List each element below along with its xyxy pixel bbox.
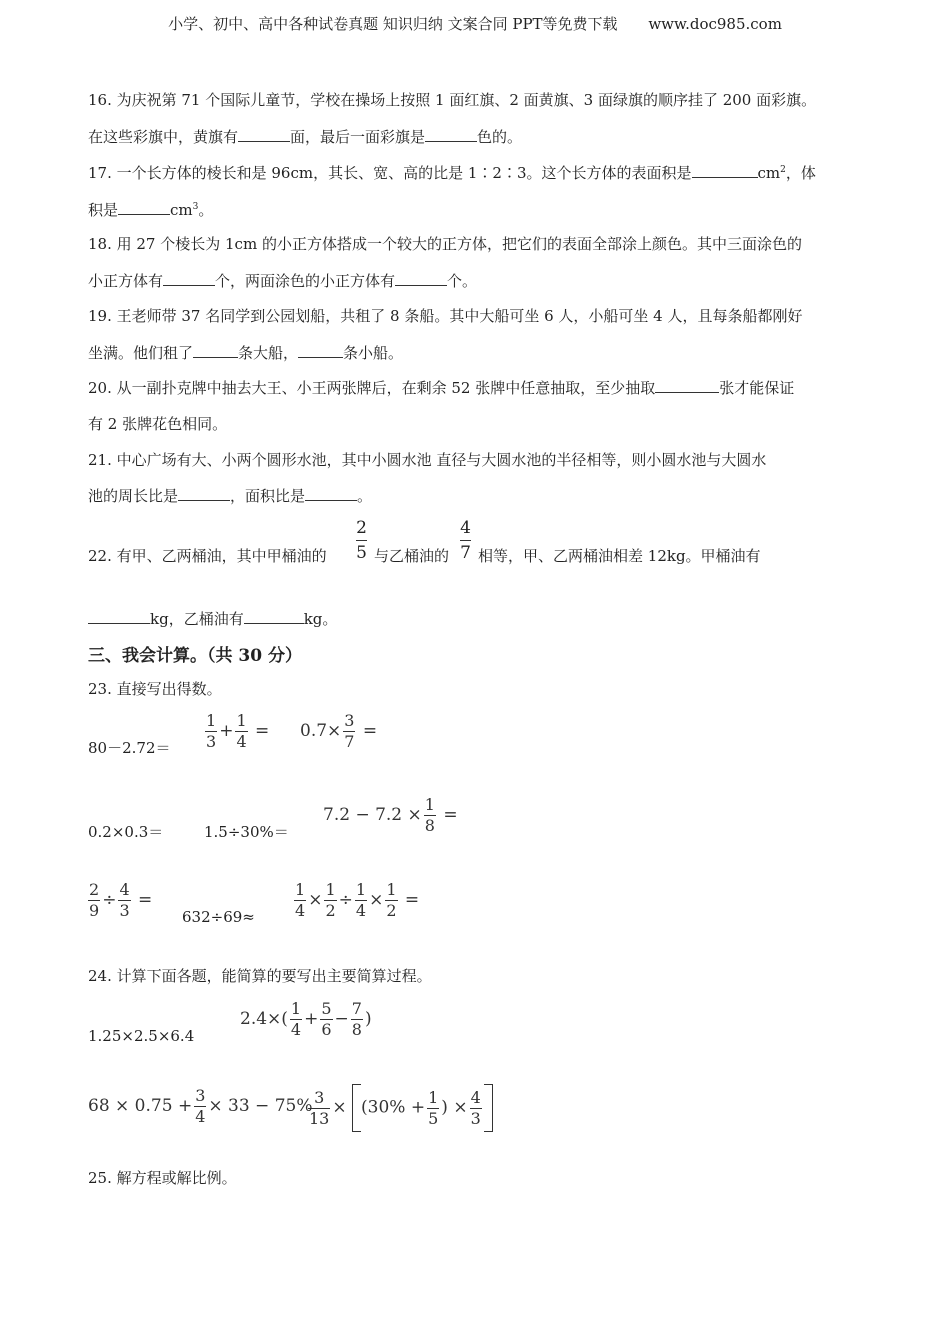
q22-f2-numerator: 4 [460, 518, 471, 538]
left-bracket [352, 1084, 361, 1132]
q19-blank-2[interactable] [298, 343, 343, 358]
q23-expr-1: 80－2.72＝ [88, 739, 171, 757]
fraction: $\frac{1}{4}$ [290, 999, 302, 1039]
q17-line2 [88, 200, 213, 220]
q17-text-b: ，体 [785, 164, 816, 182]
fraction-bar [356, 540, 367, 541]
q22-f1-denominator: 5 [356, 543, 367, 563]
q17-sup-2: 3 [192, 202, 199, 212]
fraction: $\frac{1}{3}$ [206, 711, 217, 751]
q22-fraction-2 [460, 518, 471, 563]
q16-text-c: 色的。 [477, 128, 523, 146]
section-3-heading: 三、我会计算。（共 30 分） [88, 646, 302, 666]
q21-text-c: 。 [357, 487, 373, 505]
q16-line2 [88, 127, 522, 147]
q17-blank-1[interactable] [692, 163, 758, 178]
fraction: $\frac{5}{6}$ [321, 999, 332, 1039]
q19-blank-1[interactable] [193, 343, 238, 358]
right-bracket [484, 1084, 493, 1132]
q18-text-a: 小正方体有 [88, 272, 164, 290]
q18-text-b: 个，两面涂色的小正方体有 [215, 272, 396, 290]
q16-blank-1[interactable] [238, 127, 290, 142]
fraction: $\frac{3}{13}$ [309, 1087, 330, 1128]
q22-line1b: 与乙桶油的 [374, 547, 450, 565]
q23-expr-8: 632÷69≈ [182, 908, 255, 926]
q19-text-c: 条小船。 [343, 344, 404, 362]
q22-line1a: 22. 有甲、乙两桶油，其中甲桶油的 [88, 547, 327, 565]
q23-expr-5: 1.5÷30%＝ [204, 823, 289, 841]
q21-blank-1[interactable] [178, 486, 230, 501]
q24-expr-1: 1.25×2.5×6.4 [88, 1027, 195, 1045]
q17-text-d: 。 [198, 201, 214, 219]
q19-line2 [88, 343, 403, 363]
header-url[interactable]: www.doc985.com [648, 15, 782, 33]
q20-text-a: 20. 从一副扑克牌中抽去大王、小王两张牌后，在剩余 52 张牌中任意抽取，至少抽取 [88, 379, 656, 397]
q18-blank-2[interactable] [395, 271, 447, 286]
q22-text-a: kg，乙桶油有 [150, 610, 244, 628]
fraction: $\frac{3}{7}$ [344, 711, 355, 751]
q18-line2 [88, 271, 477, 291]
q20-blank-1[interactable] [655, 378, 719, 393]
fraction: $\frac{1}{4}$ [295, 880, 306, 920]
fraction: $\frac{1}{4}$ [236, 711, 247, 751]
q16-text-a: 在这些彩旗中，黄旗有 [88, 128, 239, 146]
q23-expr-2: $\frac{1}{3}$ + $\frac{1}{4}$ = [206, 711, 270, 751]
q19-text-b: 条大船， [238, 344, 299, 362]
q17-line1 [88, 163, 816, 183]
q16-blank-2[interactable] [425, 127, 477, 142]
q21-text-b: ，面积比是 [230, 487, 306, 505]
q22-f1-numerator: 2 [356, 518, 367, 538]
fraction: $\frac{4}{3}$ [470, 1087, 481, 1128]
q22-line2 [88, 609, 337, 629]
q20-line2: 有 2 张牌花色相同。 [88, 415, 228, 433]
fraction: $\frac{1}{4}$ [355, 880, 367, 920]
fraction: $\frac{1}{2}$ [325, 880, 336, 920]
q17-unit-2: cm [170, 201, 193, 219]
q24-expr-2: 2.4×( $\frac{1}{4}$ + $\frac{5}{6}$ − $\frac{7}{8}$ ) [240, 999, 372, 1039]
q17-text-c: 积是 [88, 201, 119, 219]
q18-line1: 18. 用 27 个棱长为 1cm 的小正方体搭成一个较大的正方体，把它们的表面全部涂上颜色。其中三面涂色的 [88, 235, 802, 253]
q16-text-b: 面，最后一面彩旗是 [290, 128, 426, 146]
q21-line1: 21. 中心广场有大、小两个圆形水池，其中小圆水池 直径与大圆水池的半径相等，则小圆水池与大圆水 [88, 451, 767, 469]
q18-text-c: 个。 [447, 272, 478, 290]
header-title: 小学、初中、高中各种试卷真题 知识归纳 文案合同 PPT等免费下载 [168, 15, 618, 33]
q24-title: 24. 计算下面各题，能简算的要写出主要简算过程。 [88, 967, 432, 985]
q21-text-a: 池的周长比是 [88, 487, 179, 505]
fraction: $\frac{3}{4}$ [195, 1086, 206, 1126]
q22-blank-1[interactable] [88, 609, 150, 624]
q24-expr-3: 68 × 0.75 + $\frac{3}{4}$ × 33 − 75% [88, 1086, 313, 1126]
q22-text-b: kg。 [303, 610, 338, 628]
fraction: $\frac{2}{9}$ [89, 880, 100, 920]
q17-blank-2[interactable] [118, 200, 170, 215]
fraction: $\frac{1}{5}$ [428, 1087, 439, 1128]
q20-text-b: 张才能保证 [719, 379, 795, 397]
q17-unit-1: cm [757, 164, 781, 182]
q23-expr-4: 0.2×0.3＝ [88, 823, 164, 841]
q22-line1c: 相等，甲、乙两桶油相差 12kg。甲桶油有 [478, 547, 761, 565]
q23-expr-6: 7.2 − 7.2 × $\frac{1}{8}$ = [323, 795, 458, 835]
q18-blank-1[interactable] [163, 271, 215, 286]
q19-line1: 19. 王老师带 37 名同学到公园划船，共租了 8 条船。其中大船可坐 6 人，小船可坐 4 人，且每条船都刚好 [88, 307, 803, 325]
q17-text-a: 17. 一个长方体的棱长和是 96cm，其长、宽、高的比是 1∶2∶3。这个长方体的表面积是 [88, 164, 692, 182]
fraction: $\frac{4}{3}$ [119, 880, 130, 920]
fraction-bar [460, 540, 471, 541]
q20-line1 [88, 378, 794, 398]
q22-f2-denominator: 7 [460, 543, 471, 563]
fraction: $\frac{1}{8}$ [424, 795, 435, 835]
q17-sup-1: 2 [780, 165, 786, 175]
q21-blank-2[interactable] [305, 486, 357, 501]
fraction: $\frac{7}{8}$ [351, 999, 362, 1039]
q25-title: 25. 解方程或解比例。 [88, 1169, 237, 1187]
q24-expr-4: $\frac{3}{13}$ × (30% + $\frac{1}{5}$ ) × $\frac{4}{3}$ [306, 1084, 493, 1132]
page-header [0, 13, 950, 34]
q23-expr-3: 0.7× $\frac{3}{7}$ = [300, 711, 378, 751]
q22-fraction-1 [356, 518, 367, 563]
fraction: $\frac{1}{2}$ [386, 880, 397, 920]
q21-line2 [88, 486, 372, 506]
q23-title: 23. 直接写出得数。 [88, 680, 222, 698]
q23-expr-7: $\frac{2}{9}$ ÷ $\frac{4}{3}$ = [89, 880, 153, 920]
q16-line1: 16. 为庆祝第 71 个国际儿童节，学校在操场上按照 1 面红旗、2 面黄旗、3 面绿旗的顺序挂了 200 面彩旗。 [88, 91, 817, 109]
q22-blank-2[interactable] [244, 609, 304, 624]
q19-text-a: 坐满。他们租了 [88, 344, 194, 362]
q23-expr-9: $\frac{1}{4}$ × $\frac{1}{2}$ ÷ $\frac{1}{4}$ × $\frac{1}{2}$ = [295, 880, 420, 920]
